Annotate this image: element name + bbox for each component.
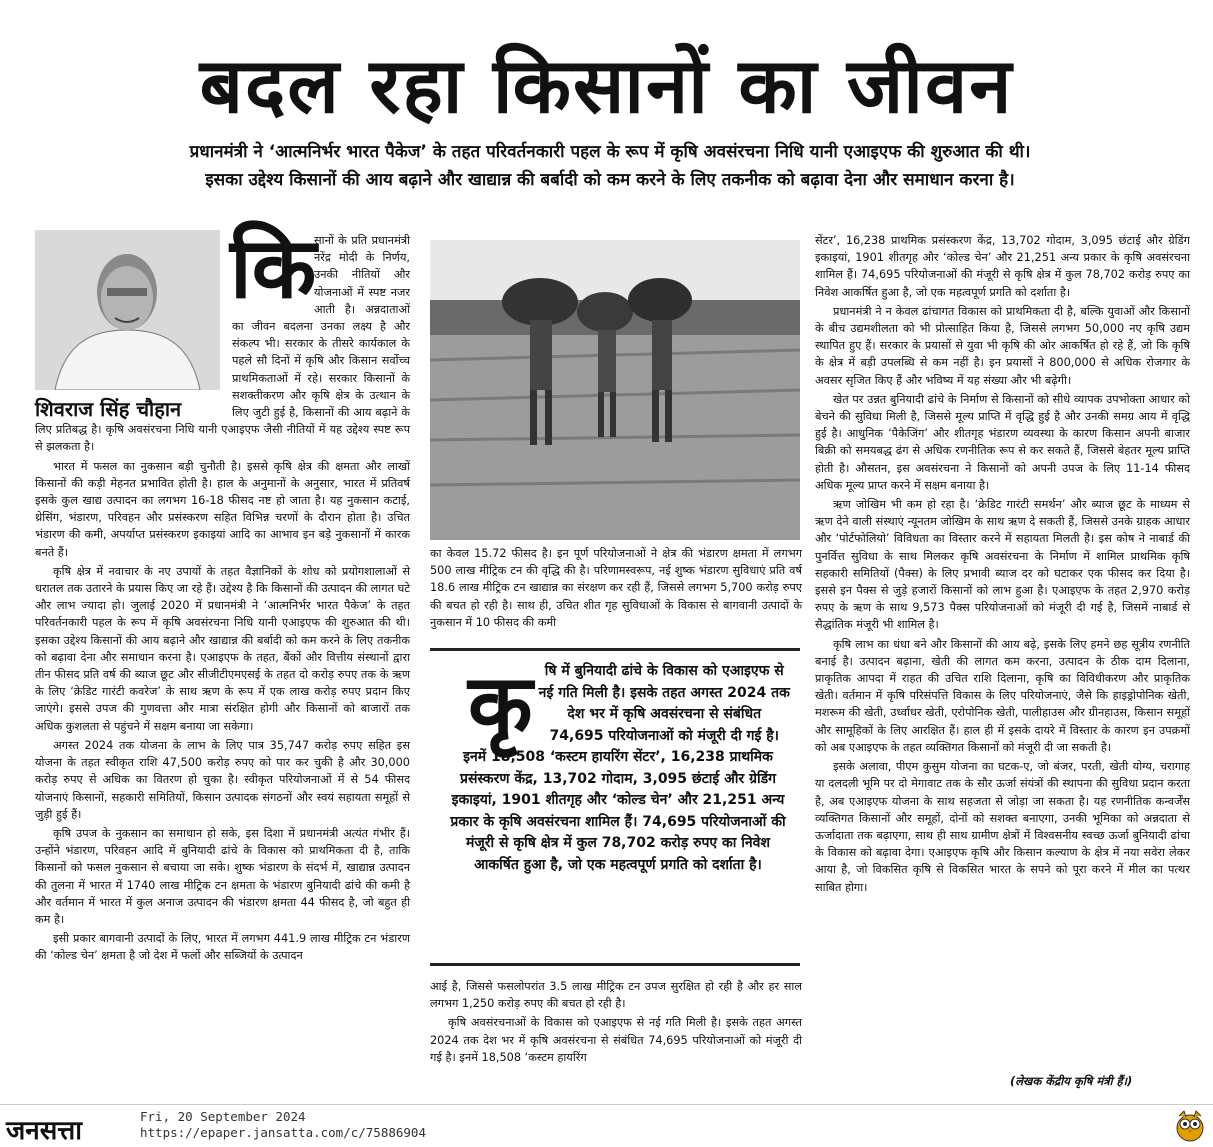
farm-photo xyxy=(430,240,800,540)
author-byline: शिवराज सिंह चौहान xyxy=(35,397,182,421)
column-2-bottom xyxy=(430,978,802,1068)
col3-para-3: खेत पर उन्नत बुनियादी ढांचे के निर्माण से किसानों को सीधे व्यापक उपभोक्ता आधार को बेचने की सुविधा मिली है, जिससे मूल्य प्राप्ति में वृद्धि हुई है और उनकी समग्र आय में वृद्धि हुई है। आधुनिक ‘पैकेजिंग’ और शीतगृह भंडारण व्यवस्था के कारण किसान अपनी बाजार बिक्री को समयबद्ध ढंग से अधिक रणनीतिक रूप से कर सकते हैं, जिससे बेहतर मूल्य प्राप्ति होती है। औसतन, इस अवसंरचना ने किसानों को अपनी उपज के लिए 11-14 फीसद अधिक मूल्य प्राप्त करने में सक्षम बनाया है। xyxy=(815,392,1190,492)
col1-para-5: कृषि उपज के नुकसान का समाधान हो सके, इस दिशा में प्रधानमंत्री अत्यंत गंभीर हैं। उन्होंने भंडारण, परिवहन आदि में बुनियादी ढांचे के विकास को प्राथमिकता दी है, ताकि किसानों को फसल नुकसान से बचाया जा सके। शुष्क भंडारण के संदर्भ में, खाद्यान्न उत्पादन की तुलना में भारत में 1740 लाख मीट्रिक टन क्षमता के भंडारण बुनियादी ढांचे की कमी है और वर्तमान में भारत में कुल अनाज उत्पादन की भंडारण क्षमता 44 फीसद है, जो बहुत ही कम है। xyxy=(35,826,410,926)
col1-para-2: भारत में फसल का नुकसान बड़ी चुनौती है। इससे कृषि क्षेत्र की क्षमता और लाखों किसानों की कड़ी मेहनत प्रभावित होती है। हाल के अनुमानों के अनुसार, भारत में प्रतिवर्ष इसके कुल खाद्य उत्पादन का लगभग 16-18 फीसद नष्ट हो जाता है। यह नुकसान कटाई, थ्रेसिंग, भंडारण, परिवहन और प्रसंस्करण सहित विभिन्न चरणों के दौरान होता है। उचित भंडारण की कमी, अपर्याप्त प्रसंस्करण इकाइयां आदि का आभाव इन बड़े नुकसानों में कारक बनते हैं। xyxy=(35,459,410,559)
col2-para-1: का केवल 15.72 फीसद है। इन पूर्ण परियोजनाओं ने क्षेत्र की भंडारण क्षमता में लगभग 500 लाख मीट्रिक टन की वृद्धि की है। परिणामस्वरूप, नई शुष्क भंडारण सुविधाएं प्रति वर्ष 18.6 लाख मीट्रिक टन खाद्यान्न का संरक्षण कर रही हैं, जिससे लगभग 5,700 करोड़ रुपए की बचत हो रही है। साथ ही, उचित शीत गृह सुविधाओं के विकास से बागवानी उत्पादों के नुकसान में 10 फीसद की कमी xyxy=(430,547,802,629)
col2-para-2: आई है, जिससे फसलोपरांत 3.5 लाख मीट्रिक टन उपज सुरक्षित हो रही है और हर साल लगभग 1,250 करोड़ रुपए की बचत हो रही है। xyxy=(430,980,802,1011)
col1-para-3: कृषि क्षेत्र में नवाचार के नए उपायों के तहत वैज्ञानिकों के शोध को प्रयोगशालाओं से धरातल तक उतारने के प्रयास किए जा रहे हैं। उद्देश्य है कि किसानों की उत्पादन की लागत घटे और लाभ ज्यादा हो। जुलाई 2020 में प्रधानमंत्री ने ‘आत्मनिर्भर भारत पैकेज’ के तहत परिवर्तनकारी पहल के रूप में कृषि अवसंरचना निधि यानी एआइएफ की शुरुआत की थी। इसका उद्देश्य किसानों की आय बढ़ाने और खाद्यान्न की बर्बादी को कम करने के लिए तकनीक को बढ़ावा देना और समाधान करना है। एआइएफ के तहत, बैंकों और वित्तीय संस्थानों द्वारा तीन फीसद प्रति वर्ष की ब्याज छूट और सीजीटीएमएसई के तहत दो करोड़ रुपए तक के ऋण के लिए ‘क्रेडिट गारंटी कवरेज’ के साथ ऋण के रूप में एक लाख करोड़ रुपए प्रदान किए जाएंगे। इससे उपज की गुणवत्ता और मात्रा संरक्षित होगी और किसानों को बाजारों तक अधिक कुशलता से पहुंचने में सक्षम बनाया जा सकेगा। xyxy=(35,564,410,733)
pull-quote-dropcap: कृ xyxy=(468,656,533,754)
pull-quote-text: षि में बुनियादी ढांचे के विकास को एआइएफ से नई गति मिली है। इसके तहत अगस्त 2024 तक देश भर में कृषि अवसंरचना से संबंधित 74,695 परियोजनाओं को मंजूरी दी गई है। इनमें 18,508 ‘कस्टम हायरिंग सेंटर’, 16,238 प्राथमिक प्रसंस्करण केंद्र, 13,702 गोदाम, 3,095 छंटाई और ग्रेडिंग इकाइयां, 1901 शीतगृह और ‘कोल्ड चेन’ और 21,251 अन्य प्रकार के कृषि अवसंरचना शामिल हैं। 74,695 परियोजनाओं की मंजूरी से कृषि क्षेत्र में कुल 78,702 करोड़ रुपए का निवेश आकर्षित हुआ है, जो एक महत्वपूर्ण प्रगति को दर्शाता है। xyxy=(450,663,790,873)
pull-quote xyxy=(430,648,800,966)
headline: बदल रहा किसानों का जीवन xyxy=(199,41,1014,130)
column-3 xyxy=(815,232,1190,1072)
col3-para-2: प्रधानमंत्री ने न केवल ढांचागत विकास को प्राथमिकता दी है, बल्कि युवाओं और किसानों के बीच उद्यमशीलता को भी प्रोत्साहित किया है, जिससे लगभग 50,000 नए कृषि उद्यम स्थापित हुए हैं। सरकार के प्रयासों से युवा भी कृषि की ओर आकर्षित हो रहे हैं, जो कि कृषि के क्षेत्र में बड़ी उपलब्धि से कम नहीं है। इन प्रयासों ने 800,000 से अधिक रोजगार के अवसर सृजित किए हैं और भविष्य में यह संख्या और भी बढ़ेगी। xyxy=(815,304,1190,387)
owl-icon xyxy=(1175,1108,1205,1142)
col3-para-4: ऋण जोखिम भी कम हो रहा है। ‘क्रेडिट गारंटी समर्थन’ और ब्याज छूट के माध्यम से ऋण देने वाली संस्थाएं न्यूनतम जोखिम के साथ ऋण दे सकती हैं, जिससे उनके ग्राहक आधार और ‘पोर्टफोलियो’ विविधता का विस्तार करने में सहायता मिलती है। इस कोष ने नाबार्ड की पुनर्वित्त सुविधा के साथ मिलकर कृषि अवसंरचना के निर्माण में शामिल प्राथमिक कृषि सहकारी समितियों (पैक्स) के लिए प्रभावी ब्याज दर को घटाकर एक फीसद कर दिया है। इससे इन पैक्स से जुड़े हजारों किसानों को लाभ हुआ है। एआइएफ के तहत 2,970 करोड़ रुपए के ऋण के साथ 9,573 पैक्स परियोजनाओं को मंजूरी दी गई है, जिसमें नाबार्ड से सैद्धांतिक मंजूरी भी शामिल है। xyxy=(815,498,1190,632)
author-credit: (लेखक केंद्रीय कृषि मंत्री हैं।) xyxy=(1010,1074,1133,1088)
column-2-top xyxy=(430,545,802,633)
dropcap: कि xyxy=(230,219,317,317)
epaper-url[interactable]: https://epaper.jansatta.com/c/75886904 xyxy=(140,1125,426,1140)
deck-line-1: प्रधानमंत्री ने ‘आत्मनिर्भर भारत पैकेज’ के तहत परिवर्तनकारी पहल के रूप में कृषि अवसंरचना निधि यानी एआइएफ की शुरुआत की थी। xyxy=(189,142,1031,162)
col1-para-6: इसी प्रकार बागवानी उत्पादों के लिए, भारत में लगभग 441.9 लाख मीट्रिक टन भंडारण की ‘कोल्ड चेन’ क्षमता है जो देश में फलों और सब्जियों के उत्पादन xyxy=(35,932,410,963)
deck xyxy=(90,138,1130,194)
deck-line-2: इसका उद्देश्य किसानों की आय बढ़ाने और खाद्यान्न की बर्बादी को कम करने के लिए तकनीक को बढ़ावा देना और समाधान करना है। xyxy=(205,170,1015,190)
footer xyxy=(0,1104,1213,1147)
col3-para-5: कृषि लाभ का धंधा बने और किसानों की आय बढ़े, इसके लिए हमने छह सूत्रीय रणनीति बनाई है। उत्पादन बढ़ाना, खेती की लागत कम करना, उत्पादन के ठीक दाम दिलाना, प्राकृतिक आपदा में राहत की उचित राशि दिलाना, कृषि का विविधीकरण और प्राकृतिक खेती। वर्तमान में कृषि परिसंपत्ति विकास के लिए परियोजनाएं, जैसे कि हाइड्रोपोनिक खेती, मशरूम की खेती, उर्ध्वाधर खेती, एरोपोनिक खेती, पालीहाउस और ग्रीनहाउस, किसान समूहों और सामूहिकों के लिए आरक्षित हैं। हाल ही में इसके दायरे में विस्तार के कारण इन उपक्रमों को अब एआइएफ के तहत व्यक्तिगत किसानों को मंजूरी दी जा सकती है। xyxy=(815,637,1190,754)
col3-para-6: इसके अलावा, पीएम कुसुम योजना का घटक-ए, जो बंजर, परती, खेती योग्य, चरागाह या दलदली भूमि पर दो मेगावाट तक के सौर ऊर्जा संयंत्रों की स्थापना की सुविधा प्रदान करता है, अब एआइएफ योजना के साथ सहजता से जोड़ा जा सकता है। यह रणनीतिक कन्वर्जेंस व्यक्तिगत किसानों और समूहों, दोनों को सशक्त बनाएगा, उनकी भूमिका को अन्नदाता से ऊर्जादाता तक बढ़ाएगा, साथ ही साथ ग्रामीण क्षेत्रों में विश्वसनीय स्वच्छ ऊर्जा बुनियादी ढांचा के विकास को बढ़ावा देगा। एआइएफ कृषि और किसान कल्याण के क्षेत्र में नया सवेरा लेकर आया है, जो विकसित कृषि से विकसित भारत के सपने को पूरा करने में मील का पत्थर साबित होगा। xyxy=(815,760,1190,894)
col1-para-1: सानों के प्रति प्रधानमंत्री नरेंद्र मोदी के निर्णय, उनकी नीतियों और योजनाओं में स्पष्ट नजर आती है। अन्नदाताओं का जीवन बदलना उनका लक्ष्य है और संकल्प भी। सरकार के तीसरे कार्यकाल के पहले सौ दिनों में कृषि और किसान सर्वोच्च प्राथमिकताओं में रहे। सरकार किसानों के सशक्तीकरण और कृषि क्षेत्र के उत्थान के लिए जुटी हुई है, किसानों की आय बढ़ाने के लिए प्रतिबद्ध है। कृषि अवसंरचना निधि यानी एआइएफ जैसी नीतियों में यह उद्देश्य स्पष्ट रूप से झलकता है। xyxy=(35,234,410,454)
col3-para-1: सेंटर’, 16,238 प्राथमिक प्रसंस्करण केंद्र, 13,702 गोदाम, 3,095 छंटाई और ग्रेडिंग इकाइयां, 1901 शीतगृह और ‘कोल्ड चेन’ और 21,251 अन्य प्रकार के कृषि अवसंरचना शामिल हैं। 74,695 परियोजनाओं की मंजूरी से कृषि क्षेत्र में कुल 78,702 करोड़ रुपए का निवेश आकर्षित हुआ है, जो एक महत्वपूर्ण प्रगति को दर्शाता है। xyxy=(815,234,1190,299)
jansatta-logo: जनसत्ता xyxy=(6,1116,82,1146)
edition-date: Fri, 20 September 2024 xyxy=(140,1109,306,1124)
col2-para-3: कृषि अवसंरचनाओं के विकास को एआइएफ से नई गति मिली है। इसके तहत अगस्त 2024 तक देश भर में कृषि अवसंरचना से संबंधित 74,695 परियोजनाओं को मंजूरी दी गई है। इनमें 18,508 ‘कस्टम हायरिंग xyxy=(430,1016,802,1064)
column-1 xyxy=(35,219,410,1092)
col1-para-4: अगस्त 2024 तक योजना के लाभ के लिए पात्र 35,747 करोड़ रुपए सहित इस योजना के तहत स्वीकृत राशि 47,500 करोड़ रुपए को पार कर चुकी है और 30,000 करोड़ रुपए से अधिक का वितरण हो चुका है। स्वीकृत परियोजनाओं में से 54 फीसद योजनाएं किसानों, सहकारी समितियों, किसान उत्पादक संगठनों और स्वयं सहायता समूहों से जुड़ी हुई हैं। xyxy=(35,738,410,821)
